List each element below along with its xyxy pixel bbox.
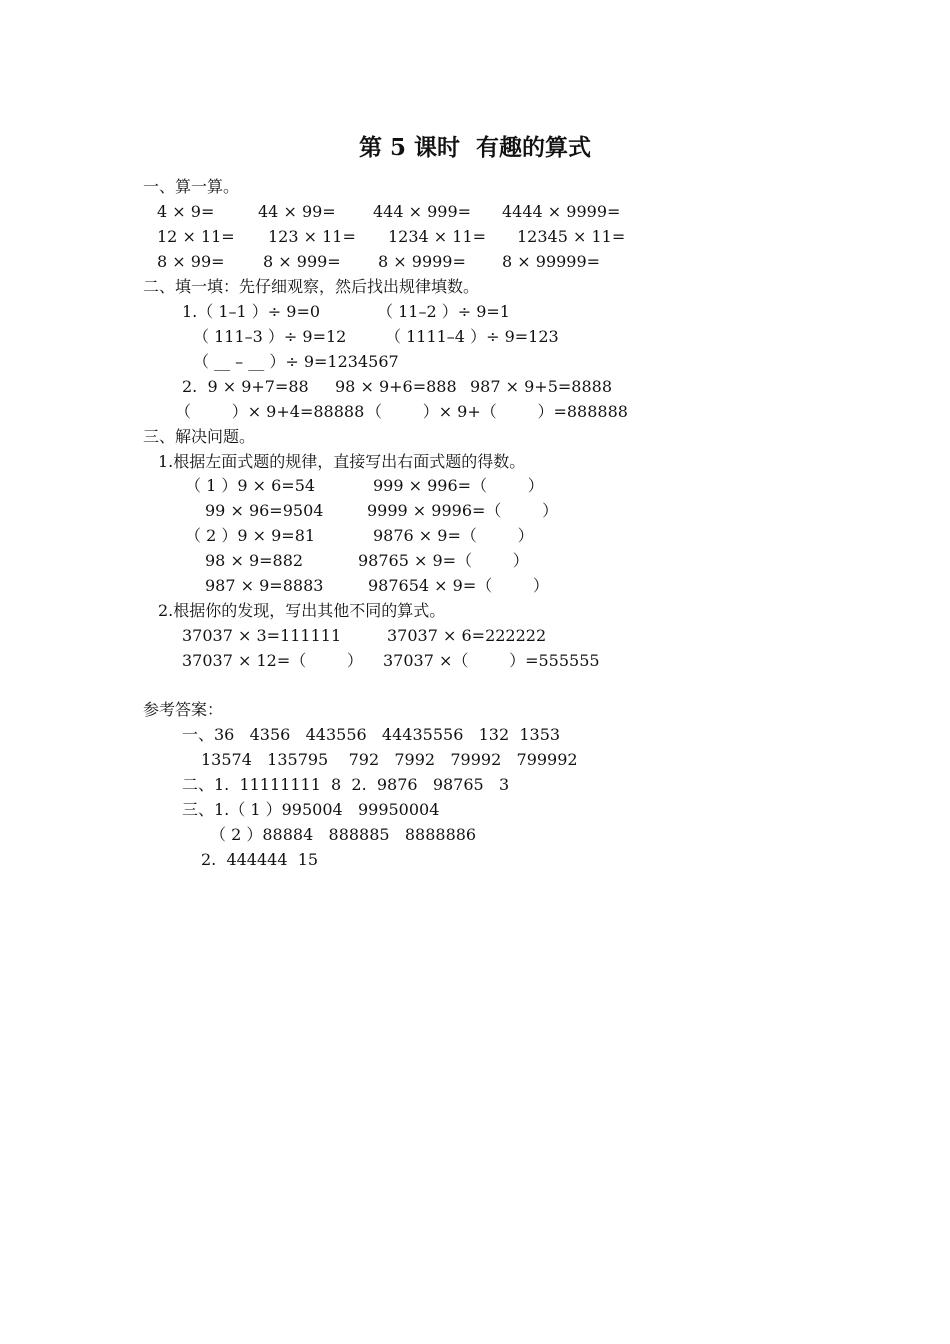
s1-r3-c1: 8 × 99= xyxy=(157,252,225,271)
section-3-heading: 三、解决问题。 xyxy=(143,427,256,446)
section-2-heading: 二、填一填：先仔细观察，然后找出规律填数。 xyxy=(143,277,480,296)
answer-line-1: 一、36 4356 443556 44435556 132 1353 xyxy=(182,725,561,744)
s3-b2-left: 98 × 9=882 xyxy=(205,551,304,570)
s2-l3: （ __ – __ ）÷ 9=1234567 xyxy=(193,352,399,371)
s2-l5-a: （ ）× 9+4=88888 xyxy=(175,402,365,421)
s2-l5-b: （ ）× 9+（ ）=888888 xyxy=(366,402,628,421)
s1-r2-c2: 123 × 11= xyxy=(268,227,356,246)
s2-l1-b: （ 11–2 ）÷ 9=1 xyxy=(377,302,510,321)
page-title: 第 5 课时 有趣的算式 xyxy=(358,134,592,161)
s1-r2-c3: 1234 × 11= xyxy=(388,227,487,246)
s3-a1-left: （ 1 ）9 × 6=54 xyxy=(185,476,316,495)
s3-b2-right: 98765 × 9=（ ） xyxy=(358,551,529,570)
s2-l2-b: （ 1111–4 ）÷ 9=123 xyxy=(385,327,559,346)
s3-c2-left: 37037 × 12=（ ） xyxy=(182,651,363,670)
s3-a1-right: 999 × 996=（ ） xyxy=(373,476,544,495)
s1-r2-c1: 12 × 11= xyxy=(157,227,235,246)
s3-c1-left: 37037 × 3=111111 xyxy=(182,626,342,645)
s3-c1-right: 37037 × 6=222222 xyxy=(387,626,547,645)
s2-l2-a: （ 111–3 ）÷ 9=12 xyxy=(193,327,347,346)
s1-r1-c2: 44 × 99= xyxy=(258,202,336,221)
answer-line-4: 三、1.（ 1 ）995004 99950004 xyxy=(182,800,440,819)
s3-b1-left: （ 2 ）9 × 9=81 xyxy=(185,526,316,545)
s2-l4-b: 98 × 9+6=888 xyxy=(335,377,457,396)
s2-l4-a: 2. 9 × 9+7=88 xyxy=(182,377,309,396)
answer-line-6: 2. 444444 15 xyxy=(201,850,319,869)
answer-line-5: （ 2 ）88884 888885 8888886 xyxy=(210,825,477,844)
answers-heading: 参考答案： xyxy=(143,700,224,719)
s3-b3-left: 987 × 9=8883 xyxy=(205,576,324,595)
s3-q2: 2.根据你的发现，写出其他不同的算式。 xyxy=(158,601,446,620)
s3-b1-right: 9876 × 9=（ ） xyxy=(373,526,534,545)
answer-line-3: 二、1. 11111111 8 2. 9876 98765 3 xyxy=(182,775,510,794)
s1-r1-c3: 444 × 999= xyxy=(373,202,472,221)
s3-a2-right: 9999 × 9996=（ ） xyxy=(367,501,559,520)
answer-line-2: 13574 135795 792 7992 79992 799992 xyxy=(201,750,578,769)
s1-r2-c4: 12345 × 11= xyxy=(517,227,626,246)
s3-a2-left: 99 × 96=9504 xyxy=(205,501,324,520)
s1-r3-c2: 8 × 999= xyxy=(263,252,341,271)
s1-r3-c3: 8 × 9999= xyxy=(378,252,466,271)
s3-c2-right: 37037 ×（ ）=555555 xyxy=(383,651,600,670)
s1-r1-c1: 4 × 9= xyxy=(157,202,215,221)
section-1-heading: 一、算一算。 xyxy=(143,177,240,196)
s1-r1-c4: 4444 × 9999= xyxy=(502,202,621,221)
s1-r3-c4: 8 × 99999= xyxy=(502,252,601,271)
s2-l4-c: 987 × 9+5=8888 xyxy=(470,377,613,396)
s3-q1: 1.根据左面式题的规律，直接写出右面式题的得数。 xyxy=(158,452,526,471)
s3-b3-right: 987654 × 9=（ ） xyxy=(368,576,549,595)
s2-l1-a: 1.（ 1–1 ）÷ 9=0 xyxy=(182,302,321,321)
